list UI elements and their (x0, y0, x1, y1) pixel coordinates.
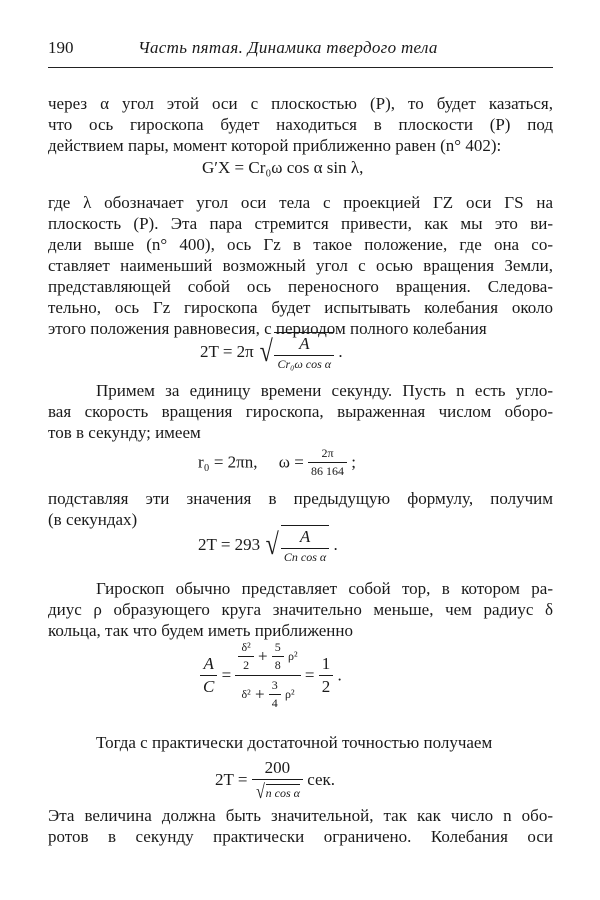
text-line: где λ обозначает угол оси тела с проекцией ΓZ оси ΓS на (48, 193, 553, 212)
text-line: ротов в секунду практически ограничено. Колебания оси (48, 827, 553, 846)
fraction-denominator: Cr₀ω cos α (277, 357, 332, 371)
page-number: 190 (48, 38, 74, 57)
text-line: плоскость (P). Эта пара стремится привести, как мы это ви- (48, 214, 553, 233)
fraction-denominator: 2 (321, 677, 331, 696)
sqrt-symbol: √ (259, 335, 273, 368)
fraction-numerator: δ² (238, 640, 253, 657)
equation-lhs: 2T = 293 (198, 535, 261, 554)
fraction-denominator (252, 780, 303, 802)
paragraph-5 (48, 578, 553, 641)
plus-sign: + (257, 646, 268, 666)
sqrt-symbol: √ (255, 781, 265, 804)
rho-squared: ρ² (288, 649, 298, 663)
equation-text: G′X = Cr₀ω cos α sin λ, (202, 158, 364, 177)
fraction-numerator: 5 (272, 640, 284, 657)
equation-lhs: r₀ = 2πn, ω = (198, 452, 304, 472)
text-line: дели выше (n° 400), ось Γz в такое положение, где она со- (48, 235, 553, 254)
fraction-denominator: 4 (271, 696, 278, 710)
equation-2 (200, 332, 343, 372)
fraction-denominator: C (203, 677, 215, 696)
sqrt-radicand (281, 525, 329, 565)
equation-4 (198, 525, 338, 565)
equation-1 (202, 158, 363, 178)
text-line: через α угол этой оси с плоскостью (P), то будет казаться, (48, 94, 553, 113)
fraction-numerator: 200 (252, 758, 303, 780)
fraction-numerator: 3 (269, 678, 281, 695)
text-line: тов в секунду; имеем (48, 423, 201, 442)
equation-5 (200, 640, 342, 711)
fraction-denominator: 86 164 (311, 464, 345, 478)
equation-tail: . (337, 665, 342, 685)
sqrt-radicand (274, 332, 334, 372)
paragraph-6 (48, 732, 553, 753)
text-line: вая скорость вращения гироскопа, выраженная числом оборо- (48, 402, 553, 421)
equation-lhs: 2T = 2π (200, 342, 254, 361)
text-line: Примем за единицу времени секунду. Пусть n есть угло- (96, 381, 553, 400)
delta-squared: δ² (241, 687, 251, 701)
equation-lhs: 2T = (215, 770, 248, 790)
paragraph-4 (48, 488, 553, 530)
paragraph-7 (48, 805, 553, 847)
text-line: тельно, ось Γz гироскопа будет испытывать колебания около (48, 298, 553, 317)
equation-unit: сек. (307, 770, 336, 790)
fraction-numerator: A (200, 654, 217, 676)
fraction-denominator: 8 (274, 658, 281, 672)
text-line: действием пары, момент которой приближенно равен (n° 402): (48, 136, 502, 155)
text-line: ставляет наименьший возможный угол с осью вращения Земли, (48, 256, 553, 275)
main-fraction (235, 640, 300, 711)
fraction-numerator: 2π (308, 446, 347, 463)
text-line: что ось гироскопа будет находиться в плоскости (P) под (48, 115, 553, 134)
rho-squared: ρ² (285, 687, 295, 701)
equation-tail: . (338, 342, 343, 361)
text-line: этого положения равновесия, с периодом полного колебания (48, 319, 487, 338)
fraction-numerator: A (281, 527, 329, 549)
equals-sign: = (304, 665, 315, 685)
text-line: представляющей собой ось переносного вращения. Следова- (48, 277, 553, 296)
text-line: Тогда с практически достаточной точностью получаем (96, 733, 493, 752)
equation-tail: . (333, 535, 338, 554)
sqrt-symbol: √ (266, 528, 280, 561)
equation-6 (215, 758, 335, 802)
equals-sign: = (221, 665, 232, 685)
paragraph-2 (48, 192, 553, 339)
fraction-numerator: 1 (319, 654, 334, 676)
equation-tail: ; (351, 452, 357, 472)
text-line: Эта величина должна быть значительной, так как число n обо- (48, 806, 553, 825)
fraction-denominator: 2 (243, 658, 250, 672)
text-line: диус ρ образующего круга значительно меньше, чем радиус δ (48, 600, 553, 619)
sqrt-radicand: n cos α (265, 785, 300, 800)
text-line: подставляя эти значения в предыдущую формулу, получим (48, 489, 553, 508)
page-header (48, 38, 553, 64)
plus-sign: + (254, 684, 265, 704)
text-line: Гироскоп обычно представляет собой тор, в котором ра- (96, 579, 553, 598)
fraction-denominator: Cn cos α (283, 550, 327, 564)
fraction-numerator: A (274, 334, 334, 356)
running-title: Часть пятая. Динамика твердого тела (138, 38, 438, 57)
paragraph-3 (48, 380, 553, 443)
header-rule (48, 67, 553, 68)
paragraph-1 (48, 93, 553, 156)
text-line: (в секундах) (48, 510, 138, 529)
equation-3 (198, 446, 356, 479)
text-line: кольца, так что будем иметь приближенно (48, 621, 353, 640)
